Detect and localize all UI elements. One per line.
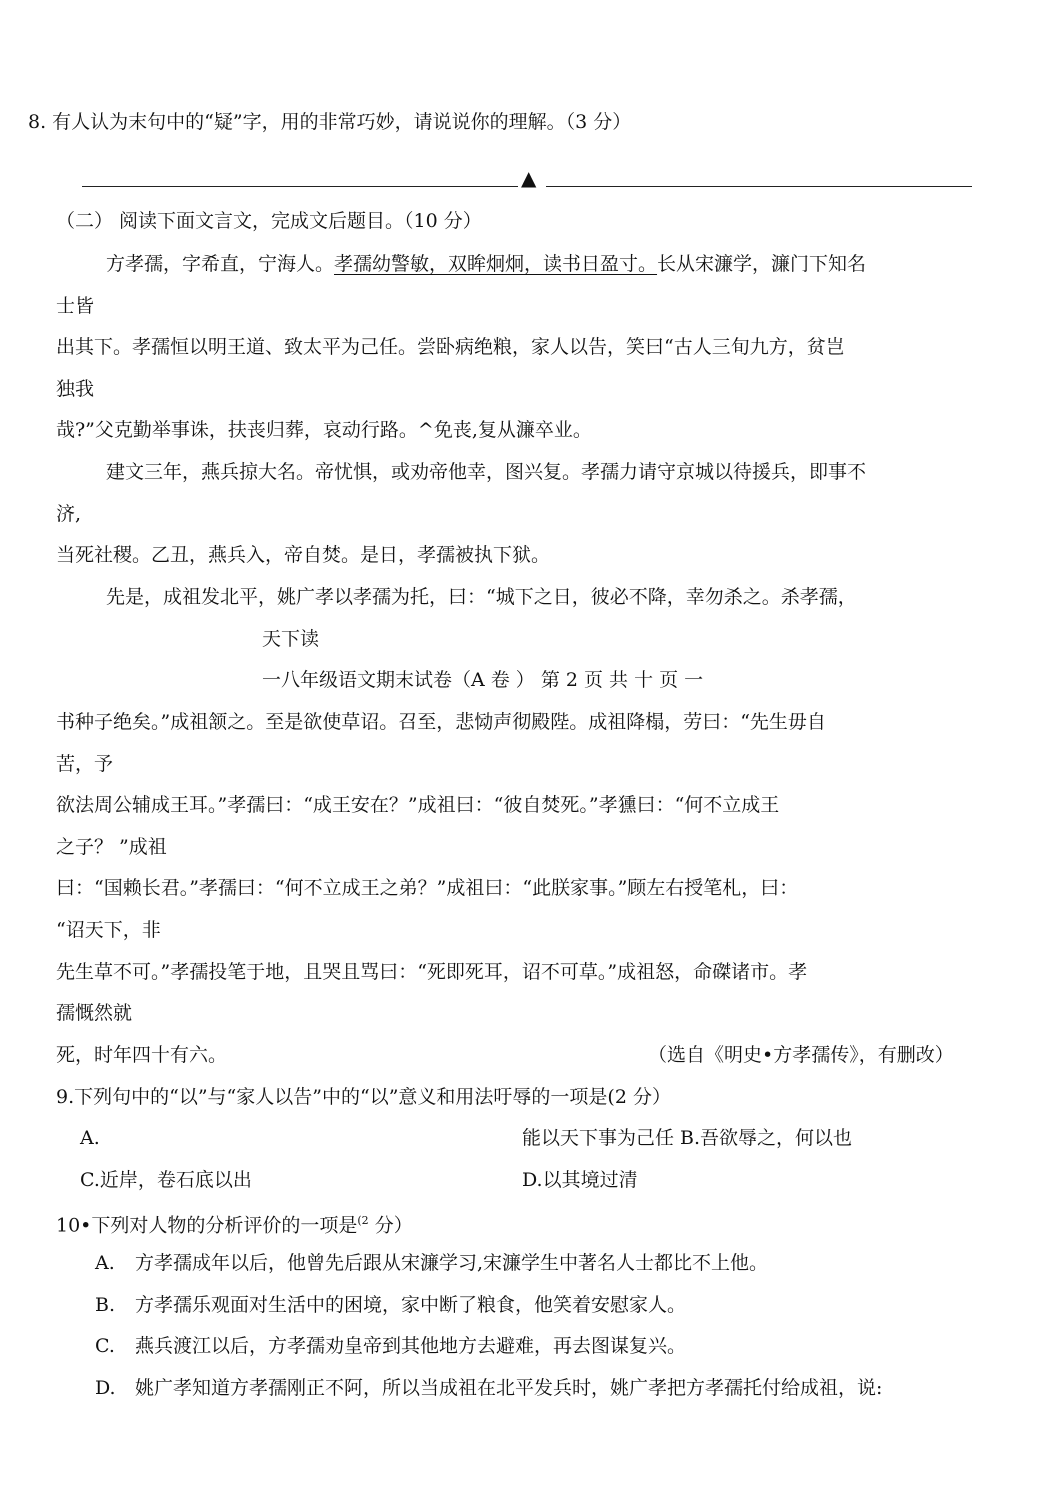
answer-line-right [546,186,972,187]
q10-option-d: 姚广孝知道方孝孺刚正不阿，所以当成祖在北平发兵时，姚广孝把方孝孺托付给成祖，说: [135,1377,883,1399]
passage-intro: 方孝孺，字希直，宁海人。 [106,253,335,275]
question-9-stem: 9.下列句中的“以”与“家人以告”中的“以”意义和用法吁辱的一项是(2 分） [56,1086,671,1108]
passage-line-15: 曰：“国赖长君。”孝孺曰：“何不立成王之弟？”成祖曰：“此朕家事。”顾左右授笔札，曰： [56,877,799,899]
q9-option-a-b: 能以天下事为己任 B.吾欲辱之，何以也 [522,1127,853,1149]
q10-stem-end: 分） [368,1214,413,1237]
q10-option-a-label: A. [95,1252,115,1274]
passage-source: （选自《明史•方孝孺传》，有删改） [648,1044,954,1066]
underlined-sentence: 孝孺幼警敏，双眸炯炯，读书日盈寸。 [334,253,658,275]
passage-line-18: 孺慨然就 [56,1002,133,1024]
q10-option-c: 燕兵渡江以后，方孝孺劝皇帝到其他地方去避难，再去图谋复兴。 [135,1335,687,1357]
passage-line-8: 当死社稷。乙丑，燕兵入，帝自焚。是日，孝孺被执下狱。 [56,544,551,566]
passage-line-17: 先生草不可。”孝孺投笔于地，且哭且骂曰：“死即死耳，诏不可草。”成祖怒，命磔诸市。孝 [56,961,808,983]
question-10-stem [56,1209,413,1237]
question-8: 8. 有人认为末句中的“疑”字，用的非常巧妙，请说说你的理解。（3 分） [28,111,632,133]
passage-line-4: 独我 [56,378,95,400]
q10-option-d-label: D. [95,1377,116,1399]
passage-line-9: 先是，成祖发北平，姚广孝以孝孺为托，曰：“城下之日，彼必不降，幸勿杀之。杀孝孺， [106,586,857,608]
q9-option-d: D.以其境过清 [522,1169,638,1191]
passage-line-5: 哉?”父克勤举事诛，扶丧归葬，哀动行路。^免丧,复从濂卒业。 [56,419,592,441]
q10-option-b-label: B. [95,1294,116,1316]
passage-line-16: “诏天下，非 [56,919,161,941]
passage-line-13: 欲法周公辅成王耳。”孝孺曰：“成王安在？”成祖曰：“彼自焚死。”孝獯曰：“何不立成王 [56,794,780,816]
q10-option-c-label: C. [95,1335,115,1357]
q10-stem-score: (2 [357,1214,369,1227]
q10-stem-text: 10•下列对人物的分析评价的一项是 [56,1214,358,1237]
passage-line-12: 苦，予 [56,753,114,775]
q9-option-a-label: A. [80,1127,100,1149]
passage-line-3: 出其下。孝孺恒以明王道、致太平为己任。尝卧病绝粮，家人以告，笑曰“古人三旬九方，贫岂 [56,336,845,358]
passage-line-10: 天下读 [262,628,320,650]
passage-line-6: 建文三年，燕兵掠大名。帝忧惧，或劝帝他幸，图兴复。孝孺力请守京城以待援兵，即事不 [106,461,867,483]
triangle-marker-icon: ▲ [521,166,537,190]
section-2-heading: （二） 阅读下面文言文，完成文后题目。（10 分） [56,210,482,232]
q10-option-a: 方孝孺成年以后，他曾先后跟从宋濂学习,宋濂学生中著名人士都比不上他。 [135,1252,769,1274]
passage-line-11: 书种子绝矣。”成祖颔之。至是欲使草诏。召至，悲恸声彻殿陛。成祖降榻，劳曰：“先生毋自 [56,711,826,733]
passage-line-2: 士皆 [56,295,95,317]
answer-line-left [82,186,518,187]
q9-option-c: C.近岸，卷石底以出 [80,1169,252,1191]
page-footer: 一八年级语文期末试卷（A 卷 ） 第 2 页 共 十 页 一 [262,669,704,691]
passage-line-1-rest: 长从宋濂学，濂门下知名 [657,253,867,275]
passage-line-1 [106,252,866,276]
passage-line-19: 死，时年四十有六。 [56,1044,228,1066]
passage-line-7: 济, [56,503,82,525]
passage-line-14: 之子？ ”成祖 [56,836,167,858]
q10-option-b: 方孝孺乐观面对生活中的困境，家中断了粮食，他笑着安慰家人。 [135,1294,687,1316]
